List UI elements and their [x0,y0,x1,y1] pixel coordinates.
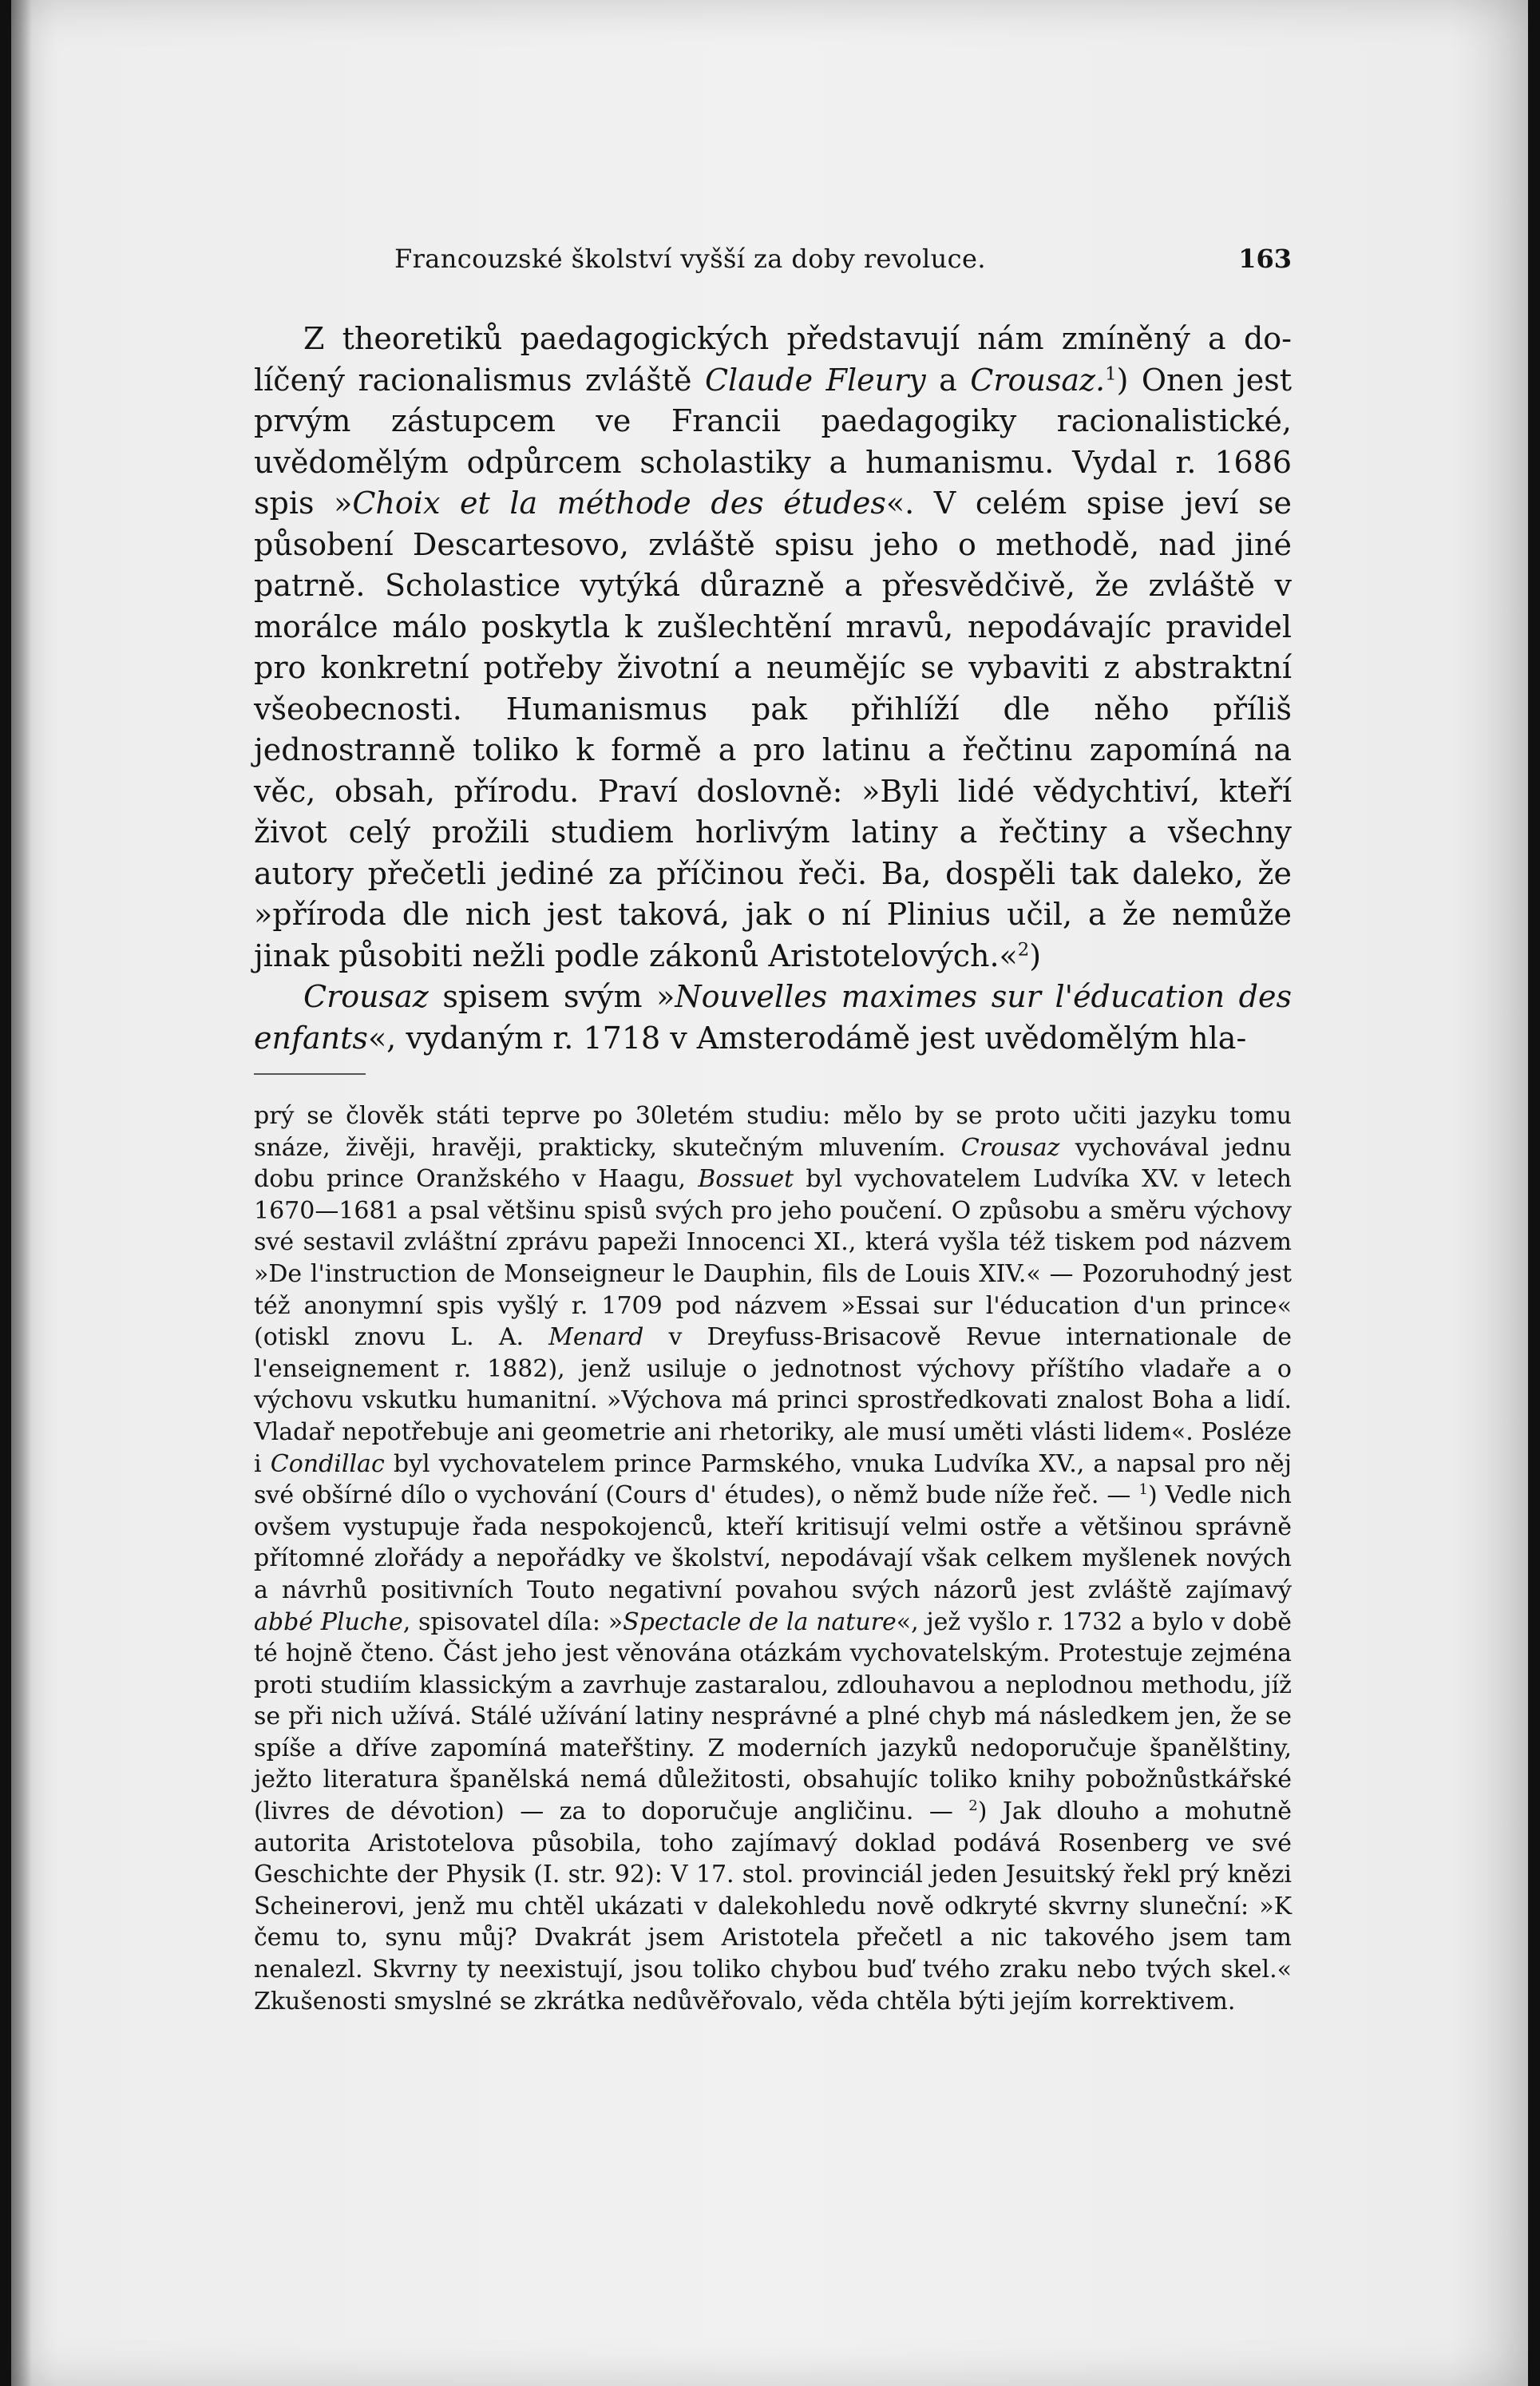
running-header [254,244,1292,291]
person-name: Bossuet [698,1165,794,1194]
text-run: v Dreyfuss-Brisacově Revue internationale de l'enseignement r. 1882), jenž usiluje o jednotnost výchovy příštího vladaře a o výchovu vskutku humanitní. »Výchova má princi sprostředkovati znalost Boha a lidí. Vladař nepotřebuje ani geometrie ani rhetoriky, ale musí uměti vlásti lidem«. Posléze i [254,1323,1292,1478]
text-run: «, jež vyšlo r. 1732 a bylo v době té hojně čteno. Část jeho jest věnována otázkám vychovatelským. Protestuje zejména proti studiím klassickým a zavrhuje zastaralou, zdlouhavou a neplodnou methodu, jíž se při nich užívá. Stálé užívání latiny nesprávné a plné chyb má následkem jen, že se spíše a dříve zapomíná mateřštiny. Z moderních jazyků nedoporučuje španělštiny, ježto literatura španělská nemá důležitosti, obsahujíc toliko knihy pobožnůstkářské (livres de dévotion) — za to doporučuje angličinu. — [254,1607,1292,1826]
footnote-ref: 2 [1017,938,1030,960]
person-name: abbé Pluche [254,1607,403,1636]
body-paragraph-2 [254,977,1292,1059]
person-name: Crousaz. [970,362,1106,398]
body-paragraph-1 [254,319,1292,977]
running-title: Francouzské školství vyšší za doby revoluce. [394,244,986,274]
person-name: Condillac [270,1449,385,1478]
book-title: Spectacle de la nature [623,1607,897,1636]
text-run: a [925,362,971,398]
text-run: Z theoretiků paedagogických představují nám zmíněný a dolíčený racionalismus zvláště [254,321,1292,398]
footnote-ref: 1 [1105,363,1117,384]
text-run: vychovával jednu dobu prince Oranžského v Haagu, [254,1133,1292,1194]
footnote-marker: 2 [968,1797,978,1815]
footnote-divider [254,1073,366,1075]
text-run: ) Vedle nich ovšem vystupuje řada nespokojenců, kteří kritisují velmi ostře a většinou správně přítomné zlořády a nepořádky ve školství, nepodávají však celkem myšlenek nových a návrhů positivních Touto negativní povahou svých názorů jest zvláště zajímavý [254,1481,1292,1604]
text-run: ) Jak dlouho a mohutně autorita Aristotelova působila, toho zajímavý doklad podává Rosenberg ve své Geschichte der Physik (I. str. 92): V 17. stol. provinciál jeden Jesuitský řekl prý knězi Scheinerovi, jenž mu chtěl ukázati v dalekohledu nově odkryté skvrny sluneční: »K čemu to, synu můj? Dvakrát jsem Aristotela přečetl a nic takového jsem tam nenalezl. Skvrny ty neexistují, jsou toliko chybou buď tvého zraku nebo tvých skel.« Zkušenosti smyslné se zkrátka nedůvěřovalo, věda chtěla býti jejím korrektivem. [254,1797,1293,2015]
text-run: prý se člověk státi teprve po 30letém studiu: mělo by se proto učiti jazyku tomu snáze, živěji, hravěji, prakticky, skutečným mluvením. [254,1102,1292,1162]
footnote-paragraph [254,1100,1292,2017]
main-text [254,319,1292,1059]
page-content [254,244,1292,2017]
person-name: Crousaz [960,1133,1060,1162]
person-name: Menard [548,1323,644,1352]
footnotes [254,1100,1292,2017]
footnote-marker: 1 [1138,1481,1148,1499]
text-run: «, vydaným r. 1718 v Amsterodámě jest uvědomělým hla- [367,1020,1247,1056]
text-run: byl vychovatelem Ludvíka XV. v letech 1670—1681 a psal většinu spisů svých pro jeho poučení. O způsobu a směru výchovy své sestavil zvláštní zprávu papeži Innocenci XI., která vyšla též tiskem pod názvem »De l'instruction de Monseigneur le Dauphin, fils de Louis XIV.« — Pozoruhodný jest též anonymní spis vyšlý r. 1709 pod názvem »Essai sur l'éducation d'un prince« (otiskl znovu L. A. [254,1165,1293,1352]
person-name: Crousaz [303,979,429,1014]
book-title: Choix et la méthode des études [352,486,886,521]
person-name: Claude Fleury [704,362,926,398]
text-run: , spisovatel díla: » [402,1607,624,1636]
text-run: ) [1029,937,1042,973]
text-run: byl vychovatelem prince Parmského, vnuka Ludvíka XV., a napsal pro něj své obšírné dílo o vychování (Cours d' études), o němž bude níže řeč. — [254,1449,1292,1510]
text-run: spisem svým » [428,979,675,1014]
page-number: 163 [1238,244,1292,274]
text-run: «. V celém spise jeví se působení Descartesovo, zvláště spisu jeho o methodě, nad jiné patrně. Scholastice vytýká důrazně a přesvědčivě, že zvláště v morálce málo poskytla k zušlechtění mravů, nepodávajíc pravidel pro konkretní potřeby životní a neumějíc se vybaviti z abstraktní všeobecnosti. Humanismus pak přihlíží dle něho příliš jednostranně toliko k formě a pro latinu a řečtinu zapomíná na věc, obsah, přírodu. Praví doslovně: »Byli lidé vědychtiví, kteří život celý prožili studiem horlivým latiny a řečtiny a všechny autory přečetli jediné za příčinou řeči. Ba, dospěli tak daleko, že »příroda dle nich jest taková, jak o ní Plinius učil, a že nemůže jinak působiti nežli podle zákonů Aristotelových.« [254,486,1292,973]
text-run: ) Onen jest prvým zástupcem ve Francii paedagogiky racionalistické, uvědomělým odpůrcem scholastiky a humanismu. Vydal r. 1686 spis » [254,362,1292,521]
book-title: Nouvelles maximes sur l'éducation des enfants [254,979,1292,1056]
page-gutter-shadow [11,0,32,2386]
